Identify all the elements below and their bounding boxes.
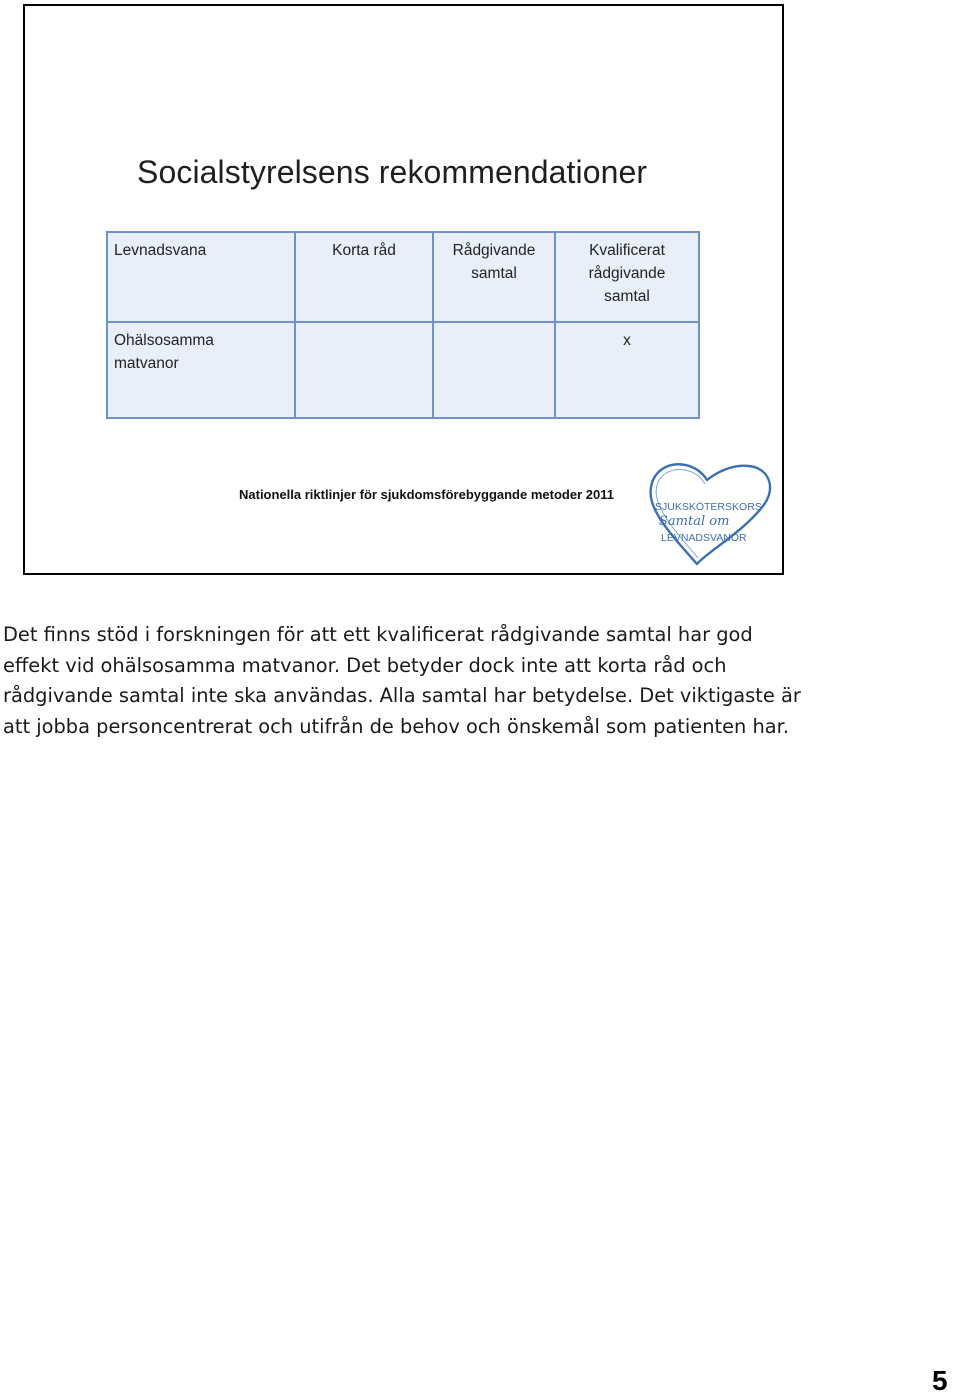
recommendation-table bbox=[106, 231, 700, 419]
body-paragraph: Det finns stöd i forskningen för att ett kvalificerat rådgivande samtal har god effekt vid ohälsosamma matvanor. Det betyder dock inte att korta råd och rådgivande samtal inte ska användas. Alla samtal har betydelse. Det viktigaste är att jobba personcentrerat och utifrån de behov och önskemål som patienten har. bbox=[3, 623, 801, 738]
table-header-cell: Rådgivande samtal bbox=[433, 232, 555, 322]
slide-title: Socialstyrelsens rekommendationer bbox=[137, 154, 648, 190]
source-citation: Nationella riktlinjer för sjukdomsförebyggande metoder 2011 bbox=[239, 487, 614, 502]
logo-line-1: SJUKSKÖTERSKORS bbox=[655, 501, 762, 513]
heart-logo-icon bbox=[645, 458, 775, 570]
logo-line-3: LEVNADSVANOR bbox=[661, 532, 747, 544]
table-header-row bbox=[107, 232, 699, 322]
table-row bbox=[107, 322, 699, 418]
table-header-cell: Kvalificerat rådgivande samtal bbox=[555, 232, 699, 322]
table-header-cell: Korta råd bbox=[295, 232, 433, 322]
table-cell bbox=[433, 322, 555, 418]
slide-frame bbox=[23, 4, 784, 575]
page-number: 5 bbox=[932, 1365, 948, 1396]
table-header-cell: Levnadsvana bbox=[107, 232, 295, 322]
logo-line-2: Samtal om bbox=[659, 514, 730, 529]
table-cell bbox=[295, 322, 433, 418]
table-cell: Ohälsosamma matvanor bbox=[107, 322, 295, 418]
table-cell: x bbox=[555, 322, 699, 418]
